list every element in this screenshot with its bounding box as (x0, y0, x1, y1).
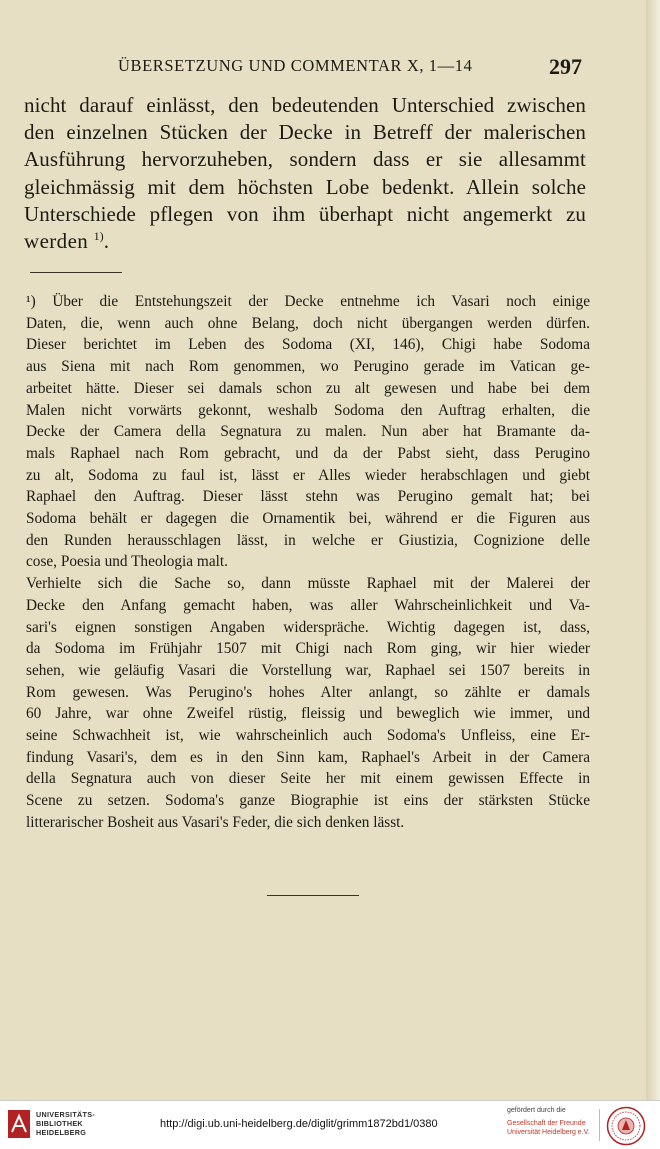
library-name-line: HEIDELBERG (36, 1128, 87, 1137)
footnote-line: Rom gewesen. Was Perugino's hohes Alter anlangt, so zählte er damals (26, 683, 590, 701)
footnote-line: della Segnatura auch von dieser Seite her mit einem gewissen Effecte in (26, 770, 590, 788)
end-rule (267, 895, 359, 896)
footnote-line: litterarischer Bosheit aus Vasari's Feder, die sich denken lässt. (26, 813, 405, 831)
footnote-line: ¹) Über die Entstehungszeit der Decke entnehme ich Vasari noch einige (26, 293, 590, 310)
footnote-line: sehen, wie geläufig Vasari die Vorstellung war, Raphael sei 1507 bereits in (26, 661, 590, 679)
university-seal-icon (606, 1106, 646, 1146)
footnote-line: Decke der Camera della Segnatura zu malen. Nun aber hat Bramante da- (26, 423, 590, 441)
sponsor-name-line: Universität Heidelberg e.V. (507, 1129, 590, 1136)
footnote-line: Dieser berichtet im Leben des Sodoma (XI, 146), Chigi habe Sodoma (26, 336, 590, 354)
footnote-line: seine Schwachheit ist, wie wahrscheinlich auch Sodoma's Unfleiss, eine Er- (26, 727, 590, 745)
sponsor-label: gefördert durch die (507, 1107, 566, 1114)
running-title: ÜBERSETZUNG UND COMMENTAR X, 1—14 (118, 56, 473, 75)
university-library-logo-icon[interactable] (8, 1110, 30, 1138)
footnote-line: Sodoma behält er dagegen die Ornamentik bei, während er die Figuren aus (26, 510, 590, 528)
library-name-line: UNIVERSITÄTS- (36, 1110, 96, 1119)
footnote-line: Daten, die, wenn auch ohne Belang, doch nicht übergangen werden dürfen. (26, 314, 590, 332)
footnote-block (26, 291, 590, 834)
footnote-line: Scene zu setzen. Sodoma's ganze Biographie ist eins der stärksten Stücke (26, 792, 590, 810)
footnote-line: findung Vasari's, dem es in den Sinn kam, Raphael's Arbeit in der Camera (26, 748, 590, 766)
footnote-line: 60 Jahre, war ohne Zweifel rüstig, fleissig und beweglich wie immer, und (26, 705, 590, 723)
footnote-line: zu alt, Sodoma zu faul ist, lässt er Alles wieder herabschlagen und giebt (26, 466, 590, 484)
footnote-line: Malen nicht vorwärts gekonnt, weshalb Sodoma den Auftrag erhalten, die (26, 401, 590, 419)
footer-divider (599, 1109, 600, 1141)
main-line: Ausführung hervorzuheben, sondern dass er sie allesammt (24, 147, 586, 172)
sponsor-name-line: Gesellschaft der Freunde (507, 1120, 586, 1127)
main-line-last: werden $^{1)}$. (24, 229, 110, 254)
footnote-line: da Sodoma im Frühjahr 1507 mit Chigi nach Rom ging, wir hier wieder (26, 640, 590, 658)
library-name-line: BIBLIOTHEK (36, 1119, 83, 1128)
main-last-word: werden (24, 229, 89, 254)
footnote-line: den Runden herausschlagen lässt, in welche er Giustizia, Cognizione delle (26, 531, 590, 549)
footnote-line: Raphael den Auftrag. Dieser lässt stehn was Perugino gemalt hat; bei (26, 488, 590, 506)
main-paragraph (24, 92, 586, 255)
footnote-line: arbeitet hätte. Dieser sei damals schon zu alt gewesen und habe bei dem (26, 379, 590, 397)
main-line: gleichmässig mit dem höchsten Lobe bedenkt. Allein solche (24, 174, 586, 199)
footnote-line: aus Siena mit nach Rom genommen, wo Perugino gerade im Vatican ge- (26, 358, 590, 376)
main-line: nicht darauf einlässt, den bedeutenden Unterschied zwischen (24, 93, 586, 117)
permalink-url[interactable]: http://digi.ub.uni-heidelberg.de/diglit/grimm1872bd1/0380 (160, 1118, 438, 1130)
footnote-line: sari's eignen sonstigen Angaben widerspräche. Wichtig dagegen ist, dass, (26, 618, 590, 636)
footnote-line: mals Raphael nach Rom gebracht, und da der Pabst sieht, dass Perugino (26, 444, 590, 462)
viewer-footer (0, 1100, 660, 1149)
footnote-line: cose, Poesia und Theologia malt. (26, 553, 228, 571)
footnote-rule (30, 272, 122, 273)
footnote-line: Verhielte sich die Sache so, dann müsste Raphael mit der Malerei der (26, 575, 590, 593)
page-number: 297 (549, 54, 582, 79)
page-edge (646, 0, 660, 1100)
sponsor-name[interactable] (507, 1119, 590, 1137)
library-name[interactable] (36, 1110, 95, 1137)
main-line: den einzelnen Stücken der Decke in Betreff der malerischen (24, 120, 586, 145)
main-line: Unterschiede pflegen von ihm überhapt nicht angemerkt zu (24, 201, 586, 226)
footnote-line: Decke den Anfang gemacht haben, was aller Wahrscheinlichkeit und Va- (26, 596, 590, 614)
footnote-reference: 1) (93, 229, 104, 244)
